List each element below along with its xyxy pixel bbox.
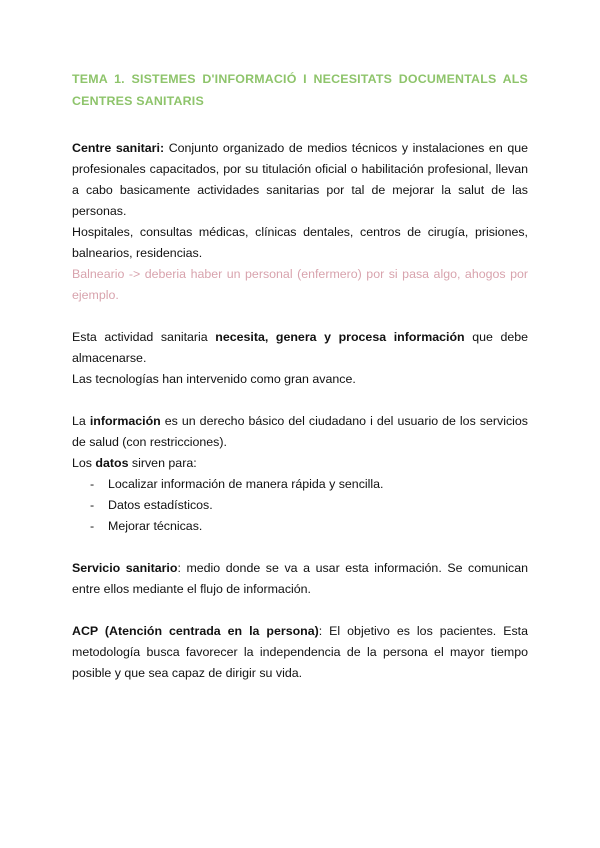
datos-bold: datos [95, 456, 129, 470]
centre-sanitari-term: Centre sanitari: [72, 141, 165, 155]
list-item: - Localizar información de manera rápida y sencilla. [90, 474, 528, 495]
activity-prefix: Esta actividad sanitaria [72, 330, 216, 344]
activity-suffix: que debe almacenarse. [72, 330, 529, 365]
acp-term: ACP (Atención centrada en la persona) [72, 624, 319, 638]
list-item: - Datos estadísticos. [90, 495, 528, 516]
datos-line [72, 453, 528, 474]
datos-suffix: sirven para: [128, 456, 197, 470]
centre-sanitari-text: Conjunto organizado de medios técnicos y instalaciones en que profesionales capacitados, por su titulación oficial o habilitación profesional, llevan a cabo basicamente actividades sanitarias por tal de mejorar la salut de las personas. [72, 141, 528, 218]
balneario-note: Balneario -> deberia haber un personal (enfermero) por si pasa algo, ahogos por ejemplo. [72, 267, 528, 302]
activity-bold: necesita, genera y procesa información [215, 330, 465, 344]
acp-text: : El objetivo es los pacientes. Esta metodología busca favorecer la independencia de la persona el mayor tiempo posible y que sea capaz de dirigir su vida. [72, 624, 528, 680]
info-suffix: es un derecho básico del ciudadano i del usuario de los servicios de salud (con restricciones). [72, 414, 528, 449]
info-bold: información [89, 414, 161, 428]
servicio-term: Servicio sanitario [72, 561, 178, 575]
technology-line: Las tecnologías han intervenido como gran avance. [72, 372, 356, 386]
info-prefix: La [72, 414, 90, 428]
servicio-sanitario-paragraph [72, 558, 528, 600]
information-paragraph [72, 411, 528, 453]
datos-list [72, 474, 528, 537]
acp-paragraph [72, 621, 528, 684]
activity-paragraph [72, 327, 528, 369]
document-title: TEMA 1. SISTEMES D'INFORMACIÓ I NECESITATS DOCUMENTALS ALS CENTRES SANITARIS [72, 72, 528, 108]
list-item: - Mejorar técnicas. [90, 516, 528, 537]
document-page [72, 68, 528, 684]
centre-sanitari-examples: Hospitales, consultas médicas, clínicas dentales, centros de cirugía, prisiones, balnearios, residencias. [72, 225, 528, 260]
datos-prefix: Los [72, 456, 96, 470]
centre-sanitari-definition [72, 138, 528, 222]
servicio-text: : medio donde se va a usar esta información. Se comunican entre ellos mediante el flujo de información. [72, 561, 528, 596]
